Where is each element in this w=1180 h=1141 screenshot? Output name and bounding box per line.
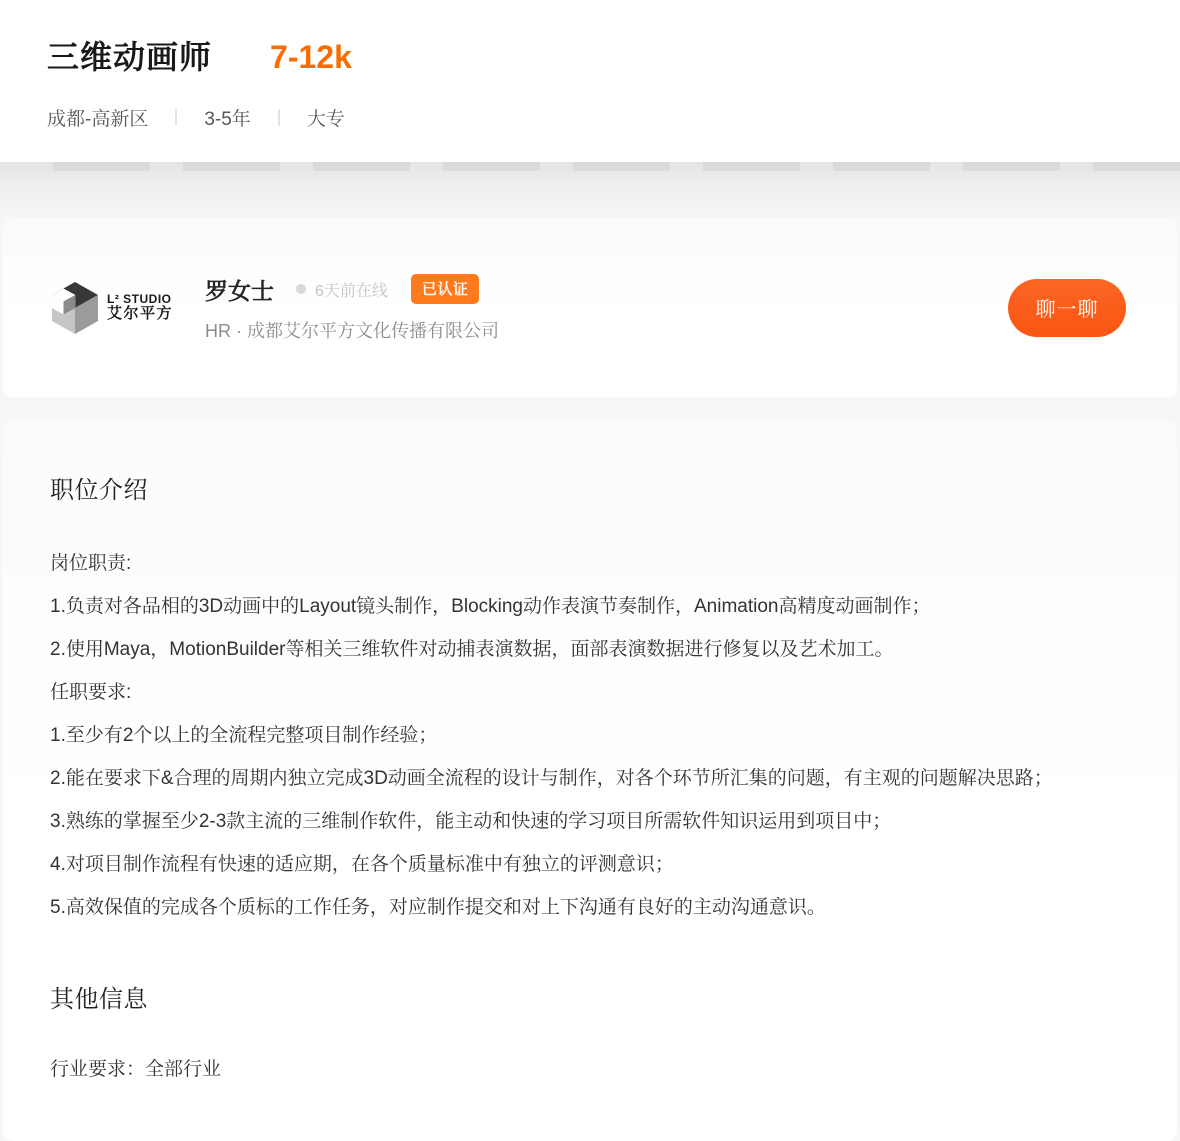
meta-location: 成都-高新区 [47, 109, 149, 130]
verified-badge: 已认证 [411, 274, 480, 304]
recruiter-name: 罗女士 [205, 277, 275, 304]
meta-divider [175, 109, 177, 126]
industry-requirement: 行业要求：全部行业 [50, 1059, 222, 1080]
desc-line: 2.使用Maya，MotionBuilder等相关三维软件对动捕表演数据，面部表演数据进行修复以及艺术加工。 [50, 639, 894, 660]
recruiter-info [205, 273, 1008, 343]
desc-line: 岗位职责: [50, 553, 132, 574]
desc-line: 4.对项目制作流程有快速的适应期，在各个质量标准中有独立的评测意识； [50, 854, 674, 875]
header-shadow-band [0, 162, 1180, 218]
recruiter-company-line: HR · 成都艾尔平方文化传播有限公司 [205, 320, 500, 341]
job-meta-row [47, 104, 1133, 131]
job-description-text [50, 542, 1130, 929]
job-header [0, 0, 1180, 162]
meta-divider [278, 109, 280, 126]
recruiter-card [3, 218, 1177, 397]
section-title-other-info: 其他信息 [50, 986, 148, 1013]
desc-line: 5.高效保值的完成各个质标的工作任务，对应制作提交和对上下沟通有良好的主动沟通意识。 [50, 897, 826, 918]
logo-cn-name: 艾尔平方 [107, 304, 174, 322]
job-description-card [3, 421, 1177, 1141]
desc-line: 任职要求: [50, 682, 132, 703]
card-gap [0, 397, 1180, 421]
section-title-job-intro: 职位介绍 [50, 477, 148, 504]
chat-button[interactable]: 聊一聊 [1008, 279, 1126, 337]
logo-studio-name: L² STUDIO [107, 292, 172, 307]
salary-range: 7-12k [270, 39, 352, 75]
desc-line: 1.负责对各品相的3D动画中的Layout镜头制作，Blocking动作表演节奏制作，Animation高精度动画制作； [50, 596, 931, 617]
blurred-tags-strip [53, 162, 1180, 171]
desc-line: 2.能在要求下&合理的周期内独立完成3D动画全流程的设计与制作，对各个环节所汇集的问题，有主观的问题解决思路； [50, 768, 1053, 789]
cube-logo-icon [50, 280, 100, 336]
job-title: 三维动画师 [47, 39, 213, 75]
company-logo-text [107, 293, 173, 321]
desc-line: 3.熟练的掌握至少2-3款主流的三维制作软件，能主动和快速的学习项目所需软件知识运用到项目中； [50, 811, 892, 832]
recruiter-name-row [205, 273, 1008, 306]
meta-education: 大专 [306, 109, 345, 130]
desc-line: 1.至少有2个以上的全流程完整项目制作经验； [50, 725, 438, 746]
online-status-text: 6天前在线 [315, 282, 388, 300]
meta-experience: 3-5年 [204, 109, 251, 130]
online-status-dot [296, 284, 306, 294]
company-logo [50, 280, 173, 336]
title-row [47, 32, 1133, 78]
